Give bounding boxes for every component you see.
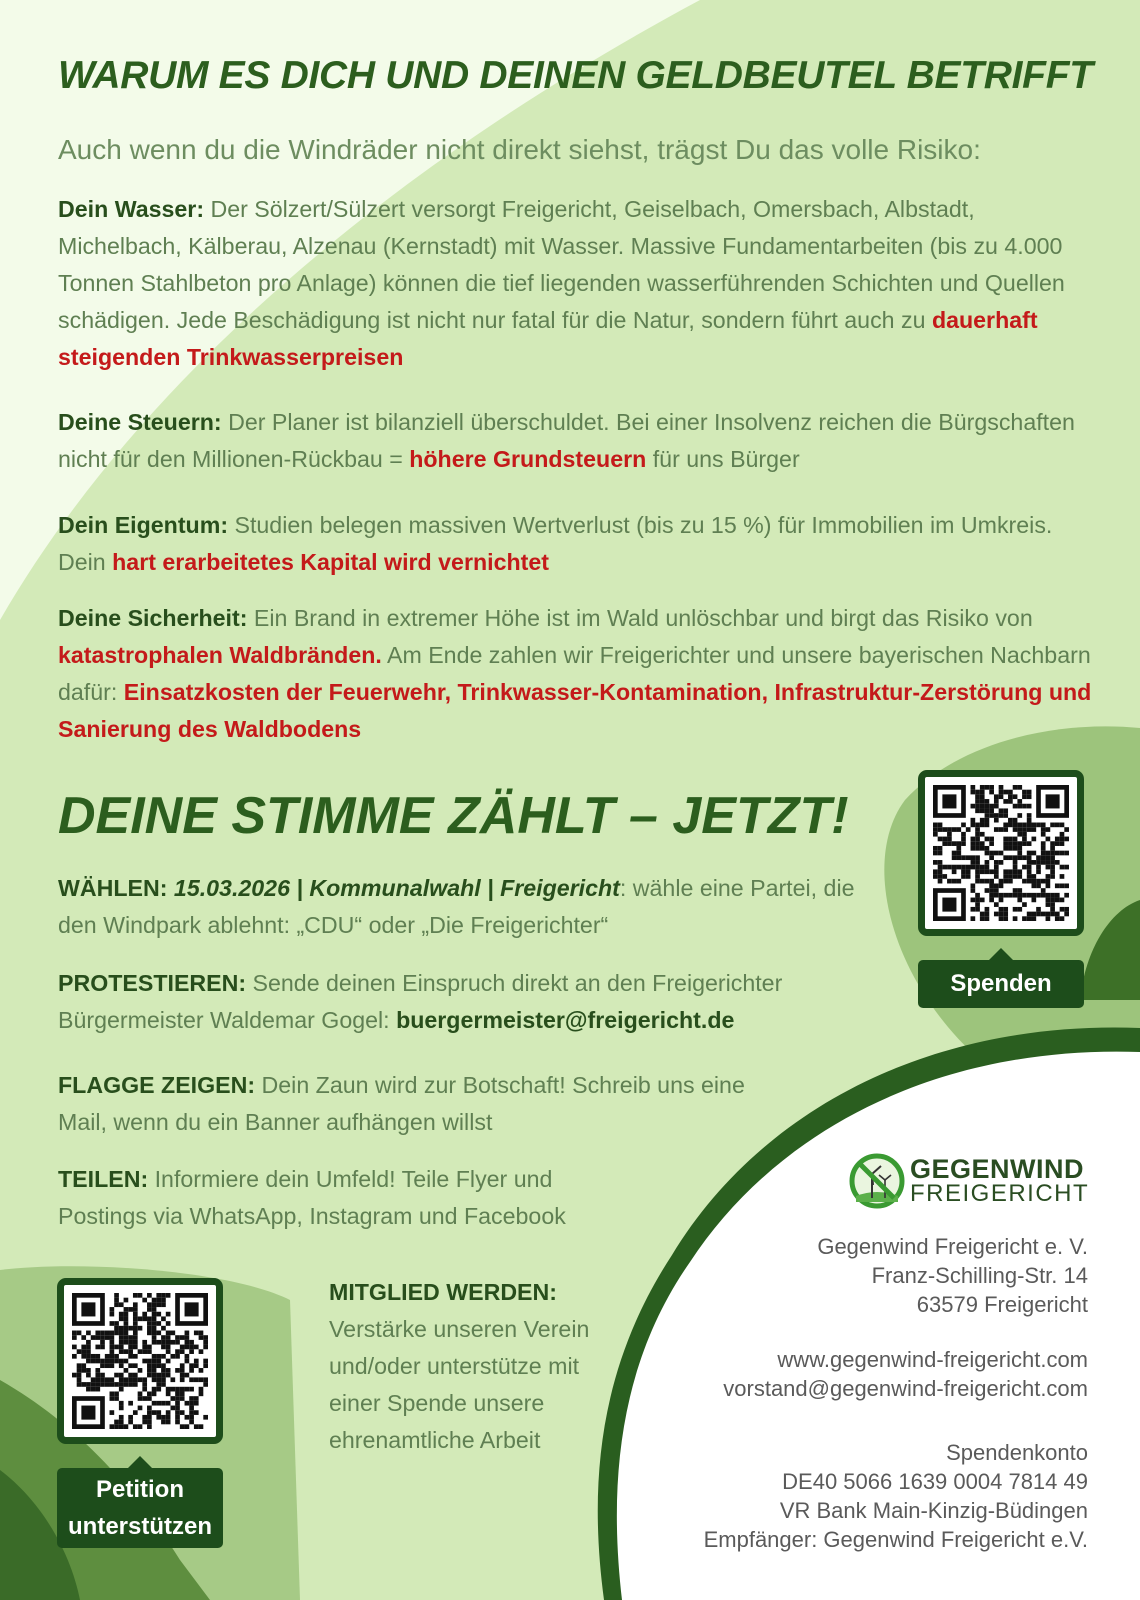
spenden-button[interactable] (918, 960, 1084, 1008)
waehlen-text: : wähle eine Partei, die den Windpark ablehnt: „CDU“ oder „Die Freigerichter“ (58, 875, 855, 938)
waehlen-label: WÄHLEN: (58, 875, 168, 901)
sicherheit-label: Deine Sicherheit: (58, 605, 248, 631)
paragraph-sicherheit (58, 600, 1098, 748)
flagge-text: Dein Zaun wird zur Botschaft! Schreib uns eine Mail, wenn du ein Banner aufhängen willst (58, 1072, 745, 1135)
paragraph-wasser (58, 191, 1098, 376)
mitglied-label: MITGLIED WERDEN: (329, 1279, 557, 1305)
bank-title: Spendenkonto (946, 1440, 1088, 1465)
steuern-text-after: für uns Bürger (646, 446, 800, 472)
logo-text-1: GEGENWIND (910, 1154, 1085, 1184)
no-windturbine-icon (848, 1152, 906, 1210)
gegenwind-logo (848, 1150, 1093, 1214)
org-street: Franz-Schilling-Str. 14 (871, 1263, 1088, 1288)
protest-text: Sende deinen Einspruch direkt an den Freigerichter Bürgermeister Waldemar Gogel: (58, 970, 783, 1033)
petition-label-2: unterstützen (68, 1513, 212, 1540)
eigentum-label: Dein Eigentum: (58, 512, 229, 538)
wasser-label: Dein Wasser: (58, 196, 205, 222)
logo-text-2: FREIGERICHT (910, 1180, 1090, 1207)
flagge-label: FLAGGE ZEIGEN: (58, 1072, 256, 1098)
website-link[interactable]: www.gegenwind-freigericht.com (777, 1347, 1088, 1372)
action-heading: DEINE STIMME ZÄHLT – JETZT! (58, 787, 849, 845)
wasser-text: Der Sölzert/Sülzert versorgt Freigericht, Geiselbach, Omersbach, Albstadt, Michelbach, Kälberau, Alzenau (Kernstadt) mit Wasser. Massive Fundamentarbeiten (bis zu 4.000 Tonnen Stahlbeton pro Anlage) können die tief liegenden wasserführenden Schichten und Quellen schädigen. Jede Beschädigung ist nicht nur fatal für die Natur, sondern führt auch zu (58, 196, 1065, 333)
sicherheit-text-mid: Am Ende zahlen wir Freigerichter und unsere bayerischen Nachbarn dafür: (58, 642, 1091, 705)
bank-iban: DE40 5066 1639 0004 7814 49 (782, 1469, 1088, 1494)
teilen-label: TEILEN: (58, 1166, 149, 1192)
protest-email-link[interactable]: buergermeister@freigericht.de (396, 1007, 735, 1033)
steuern-highlight: höhere Grundsteuern (409, 446, 647, 472)
sicherheit-text: Ein Brand in extremer Höhe ist im Wald unlöschbar und birgt das Risiko von (247, 605, 1033, 631)
lead-text: Auch wenn du die Windräder nicht direkt siehst, trägst Du das volle Risiko: (58, 134, 981, 165)
sicherheit-highlight-1: katastrophalen Waldbränden. (58, 642, 382, 668)
teilen-text: Informiere dein Umfeld! Teile Flyer und Postings via WhatsApp, Instagram und Facebook (58, 1166, 566, 1229)
qr-code-spenden[interactable] (918, 770, 1084, 936)
contact-email-link[interactable]: vorstand@gegenwind-freigericht.com (723, 1376, 1088, 1401)
bank-block (704, 1438, 1088, 1554)
action-teilen (58, 1161, 638, 1235)
steuern-label: Deine Steuern: (58, 409, 222, 435)
qr-pattern (72, 1293, 208, 1429)
org-name: Gegenwind Freigericht e. V. (817, 1234, 1088, 1259)
action-protest (58, 965, 868, 1039)
qr-code-petition[interactable] (57, 1278, 223, 1444)
action-waehlen (58, 870, 888, 944)
mitglied-text: Verstärke unseren Verein und/oder unterstütze mit einer Spende unsere ehrenamtliche Arbeit (329, 1316, 590, 1453)
main-heading: WARUM ES DICH UND DEINEN GELDBEUTEL BETRIFFT (58, 54, 1093, 97)
protest-label: PROTESTIEREN: (58, 970, 247, 996)
steuern-text: Der Planer ist bilanziell überschuldet. Bei einer Insolvenz reichen die Bürgschaften nicht für den Millionen-Rückbau = (58, 409, 1075, 472)
eigentum-highlight: hart erarbeitetes Kapital wird vernichtet (112, 549, 549, 575)
paragraph-steuern (58, 404, 1098, 478)
waehlen-date: 15.03.2026 | Kommunalwahl | Freigericht (167, 875, 620, 901)
address-block (817, 1232, 1088, 1319)
paragraph-eigentum (58, 507, 1098, 581)
bank-recipient: Empfänger: Gegenwind Freigericht e.V. (703, 1527, 1088, 1552)
eigentum-text: Studien belegen massiven Wertverlust (bis zu 15 %) für Immobilien im Umkreis. Dein (58, 512, 1053, 575)
sicherheit-highlight-2: Einsatzkosten der Feuerwehr, Trinkwasser-Kontamination, Infrastruktur-Zerstörung und Sanierung des Waldbodens (58, 679, 1092, 742)
spenden-label: Spenden (950, 970, 1052, 997)
wasser-highlight: dauerhaft steigenden Trinkwasserpreisen (58, 307, 1038, 370)
pointer-triangle (128, 1456, 152, 1468)
org-city: 63579 Freigericht (916, 1292, 1088, 1317)
contact-block (723, 1345, 1088, 1403)
petition-label-1: Petition (96, 1476, 184, 1503)
pointer-triangle (989, 948, 1013, 960)
petition-button[interactable] (57, 1468, 223, 1548)
mitglied-block (329, 1274, 599, 1459)
bank-name: VR Bank Main-Kinzig-Büdingen (779, 1498, 1088, 1523)
action-flagge (58, 1067, 778, 1141)
qr-pattern (933, 785, 1069, 921)
